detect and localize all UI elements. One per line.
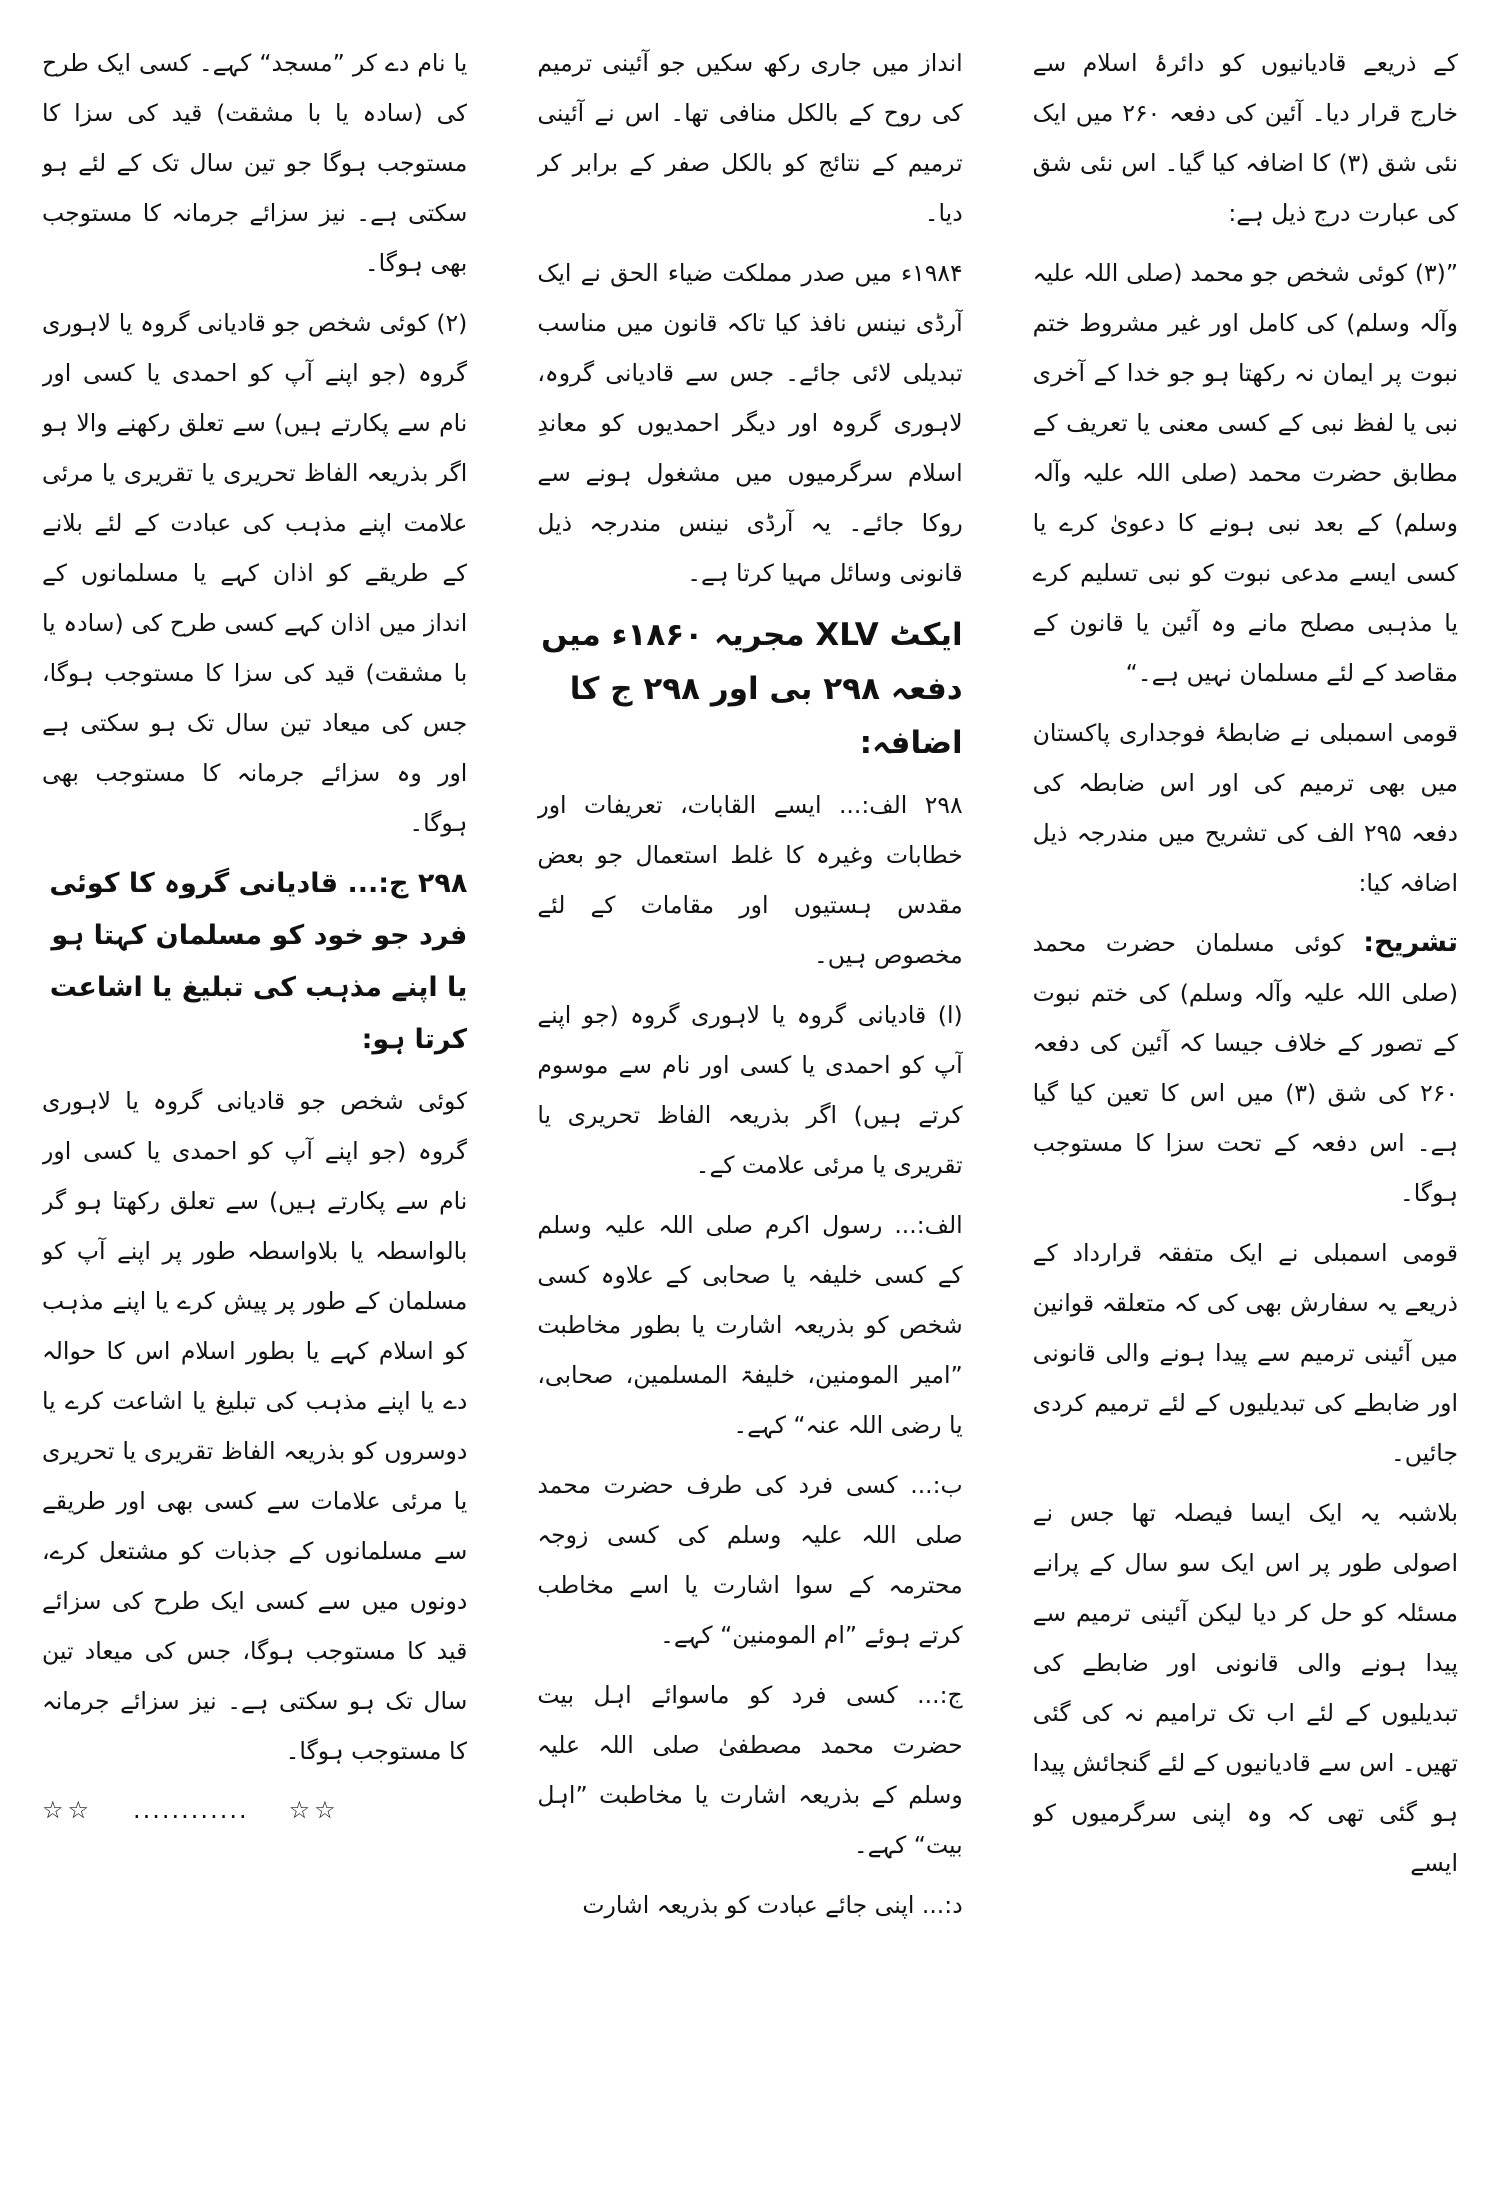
paragraph: ب:... کسی فرد کی طرف حضرت محمد صلی اللہ علیہ وسلم کی کسی زوجہ محترمہ کے سوا اشارت یا اسے مخاطب کرتے ہوئے ”ام المومنین“ کہے۔ xyxy=(537,1471,963,1649)
paragraph: انداز میں جاری رکھ سکیں جو آئینی ترمیم کی روح کے بالکل منافی تھا۔ اس نے آئینی ترمیم کے نتائج کو بالکل صفر کے برابر کر دیا۔ xyxy=(537,49,963,227)
column-middle xyxy=(537,38,962,2148)
paragraph: د:... اپنی جائے عبادت کو بذریعہ اشارت xyxy=(582,1891,963,1919)
paragraph: (ا) قادیانی گروہ یا لاہوری گروہ (جو اپنے آپ کو احمدی یا کسی اور نام سے موسوم کرتے ہیں) اگر بذریعہ الفاظ تحریری یا تقریری یا مرئی علامت کے۔ xyxy=(537,1001,963,1179)
paragraph: ”(۳) کوئی شخص جو محمد (صلی اللہ علیہ وآلہ وسلم) کی کامل اور غیر مشروط ختم نبوت پر ایمان نہ رکھتا ہو جو خدا کے آخری نبی یا لفظ نبی کے کسی معنی یا تعریف کے مطابق حضرت محمد (صلی اللہ علیہ وآلہ وسلم) کے بعد نبی ہونے کا دعویٰ کرے یا کسی ایسے مدعی نبوت کو نبی تسلیم کرے یا مذہبی مصلح مانے وہ آئین یا قانون کے مقاصد کے لئے مسلمان نہیں ہے۔“ xyxy=(1032,259,1458,687)
end-separator xyxy=(42,1796,467,1824)
star-icon: ☆☆ xyxy=(42,1796,94,1824)
section-subheading: ۲۹۸ ج:... قادیانی گروہ کا کوئی فرد جو خود کو مسلمان کہتا ہو یا اپنے مذہب کی تبلیغ یا اشاعت کرتا ہو: xyxy=(49,868,468,1055)
lead-text: کوئی مسلمان حضرت محمد (صلی اللہ علیہ وآلہ وسلم) کی ختم نبوت کے تصور کے خلاف جیسا کہ آئین کی دفعہ ۲۶۰ کی شق (۳) میں اس کا تعین کیا گیا ہے۔ اس دفعہ کے تحت سزا کا مستوجب ہوگا۔ xyxy=(1032,929,1458,1207)
section-heading: ایکٹ XLV مجریہ ۱۸۶۰ء میں دفعہ ۲۹۸ بی اور ۲۹۸ ج کا اضافہ: xyxy=(541,617,963,761)
paragraph: ۱۹۸۴ء میں صدر مملکت ضیاء الحق نے ایک آرڈی نینس نافذ کیا تاکہ قانون میں مناسب تبدیلی لائی جائے۔ جس سے قادیانی گروہ، لاہوری گروہ اور دیگر احمدیوں کو معاندِ اسلام سرگرمیوں میں مشغول ہونے سے روکا جائے۔ یہ آرڈی نینس مندرجہ ذیل قانونی وسائل مہیا کرتا ہے۔ xyxy=(537,259,963,587)
paragraph: بلاشبہ یہ ایک ایسا فیصلہ تھا جس نے اصولی طور پر اس ایک سو سال کے پرانے مسئلہ کو حل کر دیا لیکن آئینی ترمیم سے پیدا ہونے والی قانونی اور ضابطے کی تبدیلیوں کے لئے اب تک ترامیم نہ کی گئی تھیں۔ اس سے قادیانیوں کے لئے گنجائش پیدا ہو گئی تھی کہ وہ اپنی سرگرمیوں کو ایسے xyxy=(1032,1499,1458,1877)
paragraph: (۲) کوئی شخص جو قادیانی گروہ یا لاہوری گروہ (جو اپنے آپ کو احمدی یا کسی اور نام سے پکارتے ہیں) سے تعلق رکھنے والا ہو اگر بذریعہ الفاظ تحریری یا تقریری یا مرئی علامت اپنے مذہب کی عبادت کے لئے بلانے کے طریقے کو اذان کہے یا مسلمانوں کے انداز میں اذان کہے کسی طرح کی (سادہ یا با مشقت) قید کی سزا کا مستوجب ہوگا، جس کی میعاد تین سال تک ہو سکتی ہے اور وہ سزائے جرمانہ کا مستوجب بھی ہوگا۔ xyxy=(42,309,468,837)
paragraph-with-lead xyxy=(1033,918,1458,1218)
paragraph: یا نام دے کر ”مسجد“ کہے۔ کسی ایک طرح کی (سادہ یا با مشقت) قید کی سزا کا مستوجب ہوگا جو تین سال تک کے لئے ہو سکتی ہے۔ نیز سزائے جرمانہ کا مستوجب بھی ہوگا۔ xyxy=(42,49,468,277)
paragraph: الف:... رسول اکرم صلی اللہ علیہ وسلم کے کسی خلیفہ یا صحابی کے علاوہ کسی شخص کو بذریعہ اشارت یا بطور مخاطبت ”امیر المومنین، خلیفۃ المسلمین، صحابی، یا رضی اللہ عنہ“ کہے۔ xyxy=(537,1211,963,1439)
paragraph: قومی اسمبلی نے ضابطۂ فوجداری پاکستان میں بھی ترمیم کی اور اس ضابطہ کی دفعہ ۲۹۵ الف کی تشریح میں مندرجہ ذیل اضافہ کیا: xyxy=(1032,719,1458,897)
paragraph: ج:... کسی فرد کو ماسوائے اہل بیت حضرت محمد مصطفیٰ صلی اللہ علیہ وسلم کے بذریعہ اشارت یا مخاطبت ”اہل بیت“ کہے۔ xyxy=(537,1681,963,1859)
paragraph: ۲۹۸ الف:... ایسے القابات، تعریفات اور خطابات وغیرہ کا غلط استعمال جو بعض مقدس ہستیوں اور مقامات کے لئے مخصوص ہیں۔ xyxy=(537,791,963,969)
article-columns xyxy=(42,38,1458,2148)
dot-leader: ............ xyxy=(133,1796,249,1824)
paragraph: قومی اسمبلی نے ایک متفقہ قرارداد کے ذریعے یہ سفارش بھی کی کہ متعلقہ قوانین میں آئینی ترمیم سے پیدا ہونے والی قانونی اور ضابطے کی تبدیلیوں کے لئے ترمیم کردی جائیں۔ xyxy=(1032,1239,1458,1467)
paragraph: کوئی شخص جو قادیانی گروہ یا لاہوری گروہ (جو اپنے آپ کو احمدی یا کسی اور نام سے پکارتے ہیں) سے تعلق رکھتا ہو گر بالواسطہ یا بلاواسطہ طور پر اپنے آپ کو مسلمان کے طور پر پیش کرے یا اپنے مذہب کو اسلام کہے یا بطور اسلام اس کا حوالہ دے یا اپنے مذہب کی تبلیغ یا اشاعت کرے یا دوسروں کو بذریعہ الفاظ تقریری یا تحریری یا مرئی علامات سے کسی بھی اور طریقے سے مسلمانوں کے جذبات کو مشتعل کرے، دونوں میں سے کسی ایک طرح کی سزائے قید کا مستوجب ہوگا، جس کی میعاد تین سال تک ہو سکتی ہے۔ نیز سزائے جرمانہ کا مستوجب ہوگا۔ xyxy=(42,1087,468,1765)
column-right xyxy=(1033,38,1458,2148)
column-left xyxy=(42,38,467,2148)
star-icon: ☆☆ xyxy=(288,1796,340,1824)
lead-label: تشریح: xyxy=(1363,927,1458,958)
paragraph: کے ذریعے قادیانیوں کو دائرۂ اسلام سے خارج قرار دیا۔ آئین کی دفعہ ۲۶۰ میں ایک نئی شق (۳) کا اضافہ کیا گیا۔ اس نئی شق کی عبارت درج ذیل ہے: xyxy=(1032,49,1458,227)
